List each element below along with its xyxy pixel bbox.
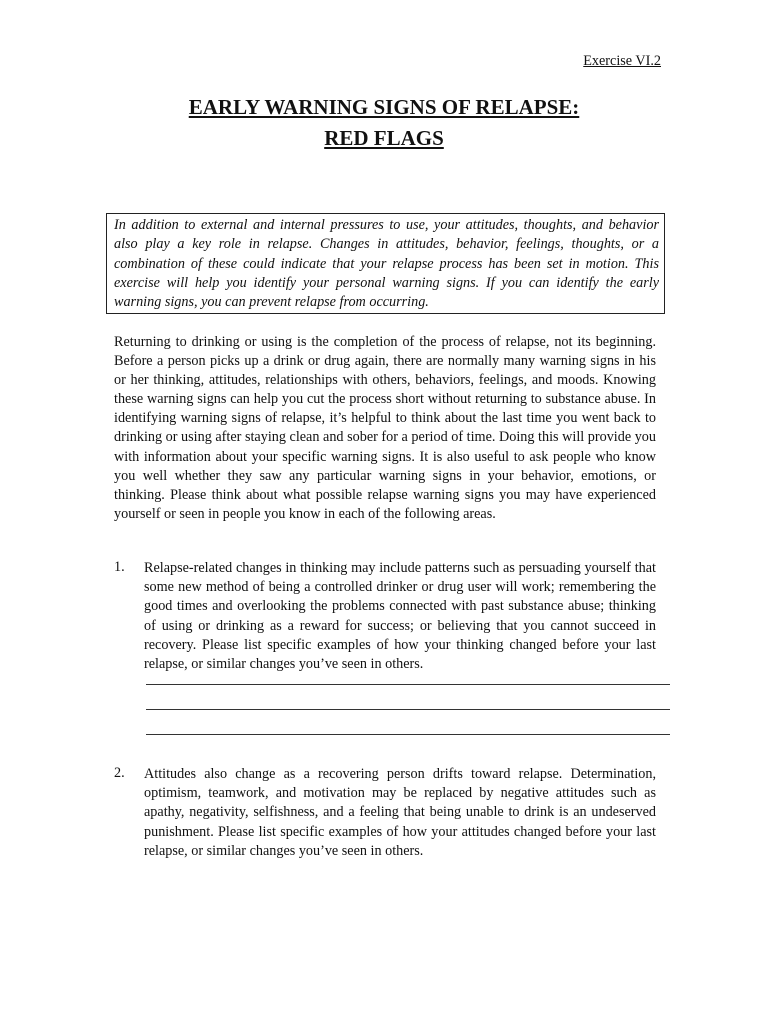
list-item-number: 1.	[114, 559, 125, 575]
title-line-1: EARLY WARNING SIGNS OF RELAPSE:	[188, 95, 580, 119]
list-item-text: Attitudes also change as a recovering person drifts toward relapse. Determination, optimism, teamwork, and motivation may be replaced by negative attitudes such as apathy, negativity, selfishness, and a feeling that being unable to drink is an undeserved punishment. Please list specific examples of how your attitudes changed before your last relapse, or similar changes you’ve seen in others.	[144, 766, 656, 859]
answer-line[interactable]	[146, 684, 670, 685]
body-paragraph: Returning to drinking or using is the completion of the process of relapse, not its beginning. Before a person picks up a drink or drug again, there are normally many warning signs in his or her thinking, attitudes, relationships with others, behaviors, feelings, and moods. Knowing these warning signs can help you cut the process short without returning to substance abuse. In identifying warning signs of relapse, it’s helpful to think about the last time you went back to drinking or using after staying clean and sober for a period of time. Doing this will provide you with information about your specific warning signs. It is also useful to ask people who know you well whether they saw any particular warning signs in your behavior, emotions, or thinking. Please think about what possible relapse warning signs you may have experienced yourself or seen in people you know in each of the following areas.	[114, 334, 656, 522]
answer-line[interactable]	[146, 709, 670, 710]
page-title	[100, 92, 668, 154]
list-item-text: Relapse-related changes in thinking may include patterns such as persuading yourself that some new method of being a controlled drinker or drug user will work; remembering the good times and overlooking the problems connected with past substance abuse; thinking of using or drinking as a reward for success; or believing that you cannot succeed in recovery. Please list specific examples of how your thinking changed before your last relapse, or similar changes you’ve seen in others.	[144, 560, 656, 673]
intro-box: In addition to external and internal pressures to use, your attitudes, thoughts, and behavior also play a key role in relapse. Changes in attitudes, behavior, feelings, thoughts, or a combination of these could indicate that your relapse process has been set in motion. This exercise will help you identify your personal warning signs. If you can identify the early warning signs, you can prevent relapse from occurring.	[106, 213, 665, 314]
title-line-2: RED FLAGS	[324, 126, 444, 150]
list-item-number: 2.	[114, 765, 125, 781]
exercise-label: Exercise VI.2	[583, 53, 661, 69]
answer-line[interactable]	[146, 734, 670, 735]
